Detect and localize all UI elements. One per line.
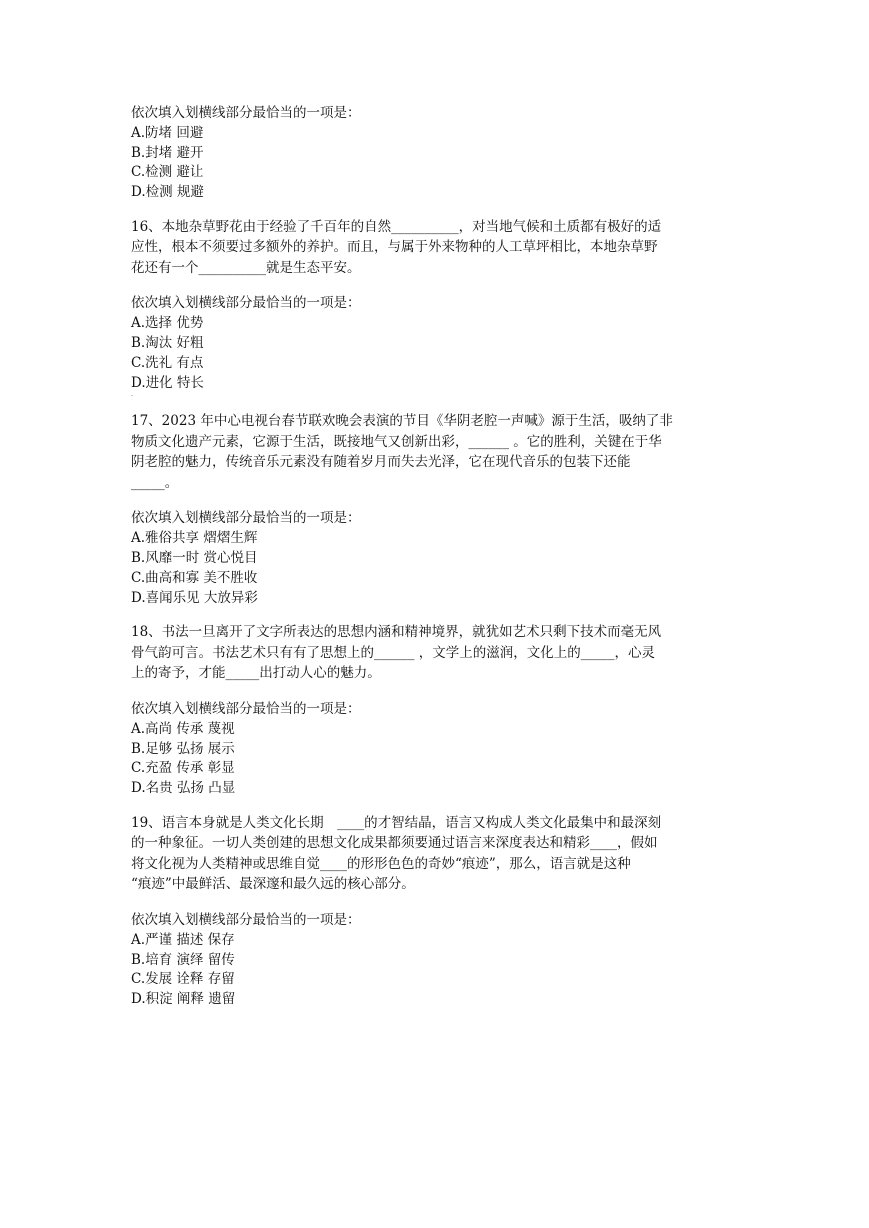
question-text-line: 花还有一个__________就是生态平安。 <box>131 259 361 276</box>
document-page <box>131 104 741 1010</box>
option-d: D.名贵 弘扬 凸显 <box>131 780 236 797</box>
question-text-line: 19、语言本身就是人类文化长期 ____的才智结晶，语言又构成人类文化最集中和最深刻 <box>131 814 662 831</box>
option-c: C.检测 避让 <box>131 164 204 181</box>
option-c: C.曲高和寡 美不胜收 <box>131 569 258 586</box>
answer-prompt: 依次填入划横线部分最恰当的一项是： <box>131 700 361 717</box>
answer-prompt: 依次填入划横线部分最恰当的一项是： <box>131 911 361 928</box>
divider-mark <box>131 393 741 399</box>
option-a: A.高尚 传承 蔑视 <box>131 720 235 737</box>
option-c: C.充盈 传承 彰显 <box>131 760 235 777</box>
option-d: D.进化 特长 <box>131 374 204 391</box>
option-b: B.足够 弘扬 展示 <box>131 740 235 757</box>
question-text-line: 应性，根本不须要过多额外的养护。而且，与属于外来物种的人工草坪相比，本地杂草野 <box>131 239 658 256</box>
question-text-line: 将文化视为人类精神或思维自觉____的形形色色的奇妙“痕迹”，那么，语言就是这种 <box>131 855 631 872</box>
question-text-line: 阴老腔的魅力，传统音乐元素没有随着岁月而失去光泽，它在现代音乐的包装下还能 <box>131 454 631 471</box>
question-19 <box>131 813 741 1010</box>
option-c: C.洗礼 有点 <box>131 354 204 371</box>
question-text-line: 17、2023 年中心电视台春节联欢晚会表演的节目《华阴老腔一声喊》源于生活，吸纳了非 <box>131 413 673 430</box>
option-d: D.积淀 阐释 遗留 <box>131 991 236 1008</box>
option-d: D.喜闻乐见 大放异彩 <box>131 589 258 606</box>
answer-prompt: 依次填入划横线部分最恰当的一项是： <box>131 510 361 527</box>
question-text-line: 16、本地杂草野花由于经验了千百年的自然__________，对当地气候和土质都有极好的适 <box>131 218 662 235</box>
question-18 <box>131 622 741 798</box>
option-b: B.风靡一时 赏心悦目 <box>131 550 258 567</box>
option-a: A.雅俗共享 熠熠生辉 <box>131 530 258 547</box>
question-15-answer-block <box>131 104 741 203</box>
option-a: A.严谨 描述 保存 <box>131 931 235 948</box>
question-text-line: 物质文化遗产元素，它源于生活，既接地气又创新出彩，______ 。它的胜利，关键在于华 <box>131 433 662 450</box>
question-text-line: _____。 <box>131 474 179 491</box>
answer-prompt: 依次填入划横线部分最恰当的一项是： <box>131 105 361 121</box>
option-b: B.淘汰 好粗 <box>131 335 204 352</box>
question-text-line: 18、书法一旦离开了文字所表达的思想内涵和精神境界，就犹如艺术只剩下技术而毫无风 <box>131 624 662 641</box>
option-a: A.选择 优势 <box>131 315 204 332</box>
option-a: A.防堵 回避 <box>131 124 204 141</box>
question-16 <box>131 217 741 393</box>
answer-prompt: 依次填入划横线部分最恰当的一项是： <box>131 295 361 312</box>
option-d: D.检测 规避 <box>131 184 204 201</box>
question-17 <box>131 411 741 608</box>
question-text-line: 的一种象征。一切人类创建的思想文化成果都须要通过语言来深度表达和精彩____，假如 <box>131 835 658 852</box>
option-c: C.发展 诠释 存留 <box>131 971 235 988</box>
question-text-line: “痕迹”中最鲜活、最深邃和最久远的核心部分。 <box>131 876 415 893</box>
question-text-line: 骨气韵可言。书法艺术只有有了思想上的______ ，文学上的滋润，文化上的_____，心灵 <box>131 644 656 661</box>
option-b: B.培育 演绎 留传 <box>131 951 235 968</box>
option-b: B.封堵 避开 <box>131 144 204 161</box>
question-text-line: 上的寄予，才能_____出打动人心的魅力。 <box>131 665 381 682</box>
